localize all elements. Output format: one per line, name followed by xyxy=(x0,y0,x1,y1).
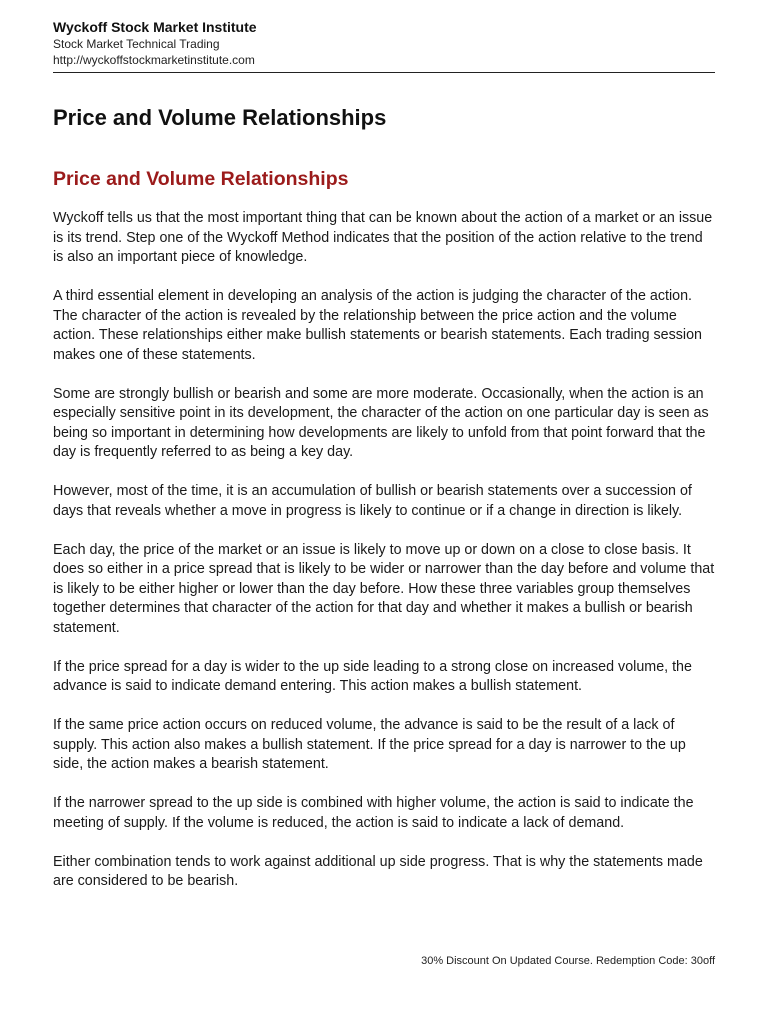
site-url-link[interactable]: http://wyckoffstockmarketinstitute.com xyxy=(53,53,255,67)
site-tagline: Stock Market Technical Trading xyxy=(53,37,220,51)
document-page xyxy=(53,18,715,911)
paragraph: If the narrower spread to the up side is combined with higher volume, the action is said to indicate the meeting of supply. If the volume is reduced, the action is said to indicate a lack of demand. xyxy=(53,795,694,831)
paragraph: However, most of the time, it is an accumulation of bullish or bearish statements over a succession of days that reveals whether a move in progress is likely to continue or if a change in direction is likely. xyxy=(53,483,692,519)
paragraph: A third essential element in developing an analysis of the action is judging the character of the action. The character of the action is revealed by the relationship between the price action and the volume action. These relationships either make bullish statements or bearish statements. Each trading session makes one of these statements. xyxy=(53,288,702,363)
paragraph: Some are strongly bullish or bearish and some are more moderate. Occasionally, when the action is an especially sensitive point in its development, the character of the action on one particular day is seen as being so important in determining how developments are likely to unfold from that point forward that the day is frequently referred to as being a key day. xyxy=(53,385,709,460)
paragraph: Each day, the price of the market or an issue is likely to move up or down on a close to close basis. It does so either in a price spread that is likely to be wider or narrower than the day before and volume that is likely to be either higher or lower than the day before. How these three variables group themselves together determines that character of the action for that day and whether it makes a bullish or bearish statement. xyxy=(53,541,715,636)
paragraph: If the price spread for a day is wider to the up side leading to a strong close on increased volume, the advance is said to indicate demand entering. This action makes a bullish statement. xyxy=(53,658,692,694)
article-body xyxy=(53,209,715,892)
section-title: Price and Volume Relationships xyxy=(53,168,349,190)
paragraph: Wyckoff tells us that the most important thing that can be known about the action of a market or an issue is its trend. Step one of the Wyckoff Method indicates that the position of the action relative to the trend is also an important piece of knowledge. xyxy=(53,210,713,265)
paragraph: If the same price action occurs on reduced volume, the advance is said to be the result of a lack of supply. This action also makes a bullish statement. If the price spread for a day is narrower to the up side, the action makes a bearish statement. xyxy=(53,717,686,772)
site-name: Wyckoff Stock Market Institute xyxy=(53,19,257,35)
site-header xyxy=(53,18,715,73)
page-title: Price and Volume Relationships xyxy=(53,105,387,130)
paragraph: Either combination tends to work against additional up side progress. That is why the statements made are considered to be bearish. xyxy=(53,853,703,889)
footer-promo: 30% Discount On Updated Course. Redemption Code: 30off xyxy=(421,955,715,967)
